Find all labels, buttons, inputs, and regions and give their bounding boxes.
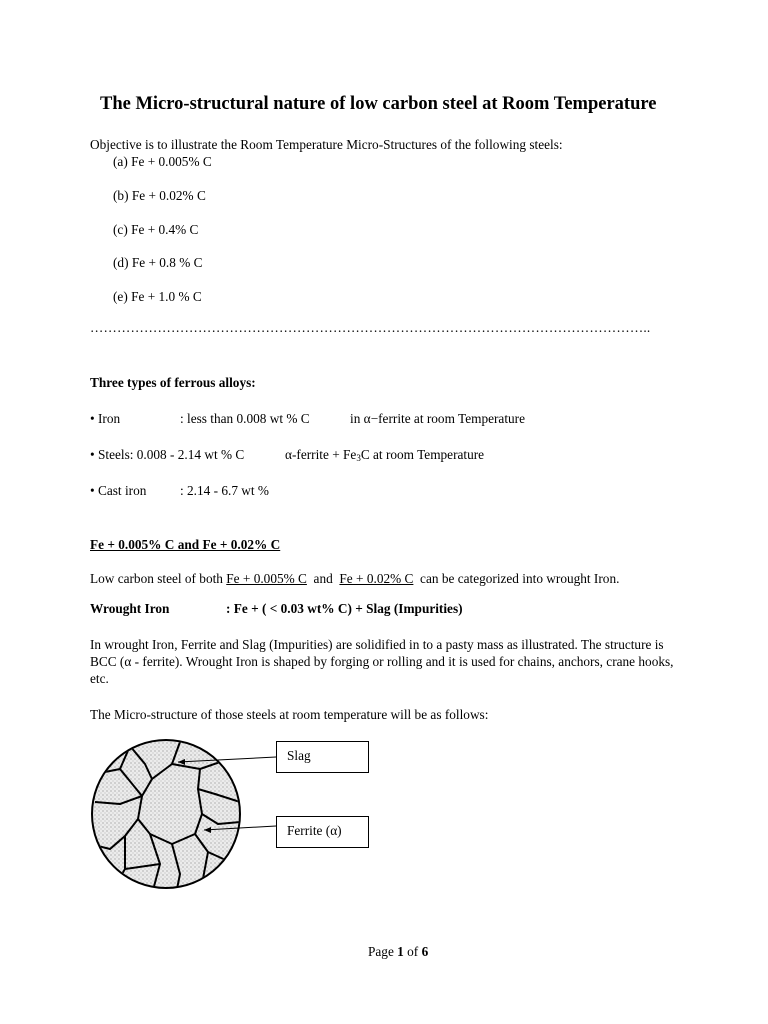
alloy-castiron-name: • Cast iron <box>90 483 147 498</box>
slag-label: Slag <box>287 748 311 763</box>
page-footer: Page 1 of 6 <box>368 944 429 959</box>
section-heading: Fe + 0.005% C and Fe + 0.02% C <box>90 537 281 552</box>
ferrite-label-box <box>276 816 369 848</box>
alloy-iron-phase: in α−ferrite at room Temperature <box>350 411 525 426</box>
steel-item-d: (d) Fe + 0.8 % C <box>113 255 203 270</box>
wrought-paragraph: In wrought Iron, Ferrite and Slag (Impurities) are solidified in to a pasty mass as illustrated. The structure is BCC (α - ferrite). Wrought Iron is shaped by forging or rolling and it is used for chains, anchors, crane hooks, etc. <box>90 637 674 686</box>
slag-label-box <box>276 741 369 773</box>
wrought-label: Wrought Iron <box>90 601 170 616</box>
steel-item-c: (c) Fe + 0.4% C <box>113 222 199 237</box>
steel-item-e: (e) Fe + 1.0 % C <box>113 289 202 304</box>
steel-item-a: (a) Fe + 0.005% C <box>113 154 212 169</box>
grain-circle <box>92 740 240 888</box>
alloy-iron-range: : less than 0.008 wt % C <box>180 411 310 426</box>
ferrite-label: Ferrite (α) <box>287 823 342 838</box>
alloy-iron-name: • Iron <box>90 411 121 426</box>
wrought-definition: : Fe + ( < 0.03 wt% C) + Slag (Impurities) <box>226 601 463 616</box>
page-title: The Micro-structural nature of low carbon steel at Room Temperature <box>100 94 657 114</box>
micro-intro: The Micro-structure of those steels at room temperature will be as follows: <box>90 707 489 722</box>
alloys-heading: Three types of ferrous alloys: <box>90 375 256 390</box>
alloy-steel-name: • Steels: 0.008 - 2.14 wt % C <box>90 447 245 462</box>
alloy-steel-phase: α-ferrite + $Fe_3C$ at room Temperature <box>285 447 485 463</box>
alloy-castiron-range: : 2.14 - 6.7 wt % <box>180 483 270 498</box>
low-carbon-text: Low carbon steel of both Fe + 0.005% C and Fe + 0.02% C can be categorized into wrought Iron. <box>90 571 620 586</box>
steel-item-b: (b) Fe + 0.02% C <box>113 188 206 203</box>
objective-text: Objective is to illustrate the Room Temperature Micro-Structures of the following steels: <box>90 137 563 152</box>
dotted-separator: …………………………………………………………………………………………………………….. <box>90 320 651 335</box>
